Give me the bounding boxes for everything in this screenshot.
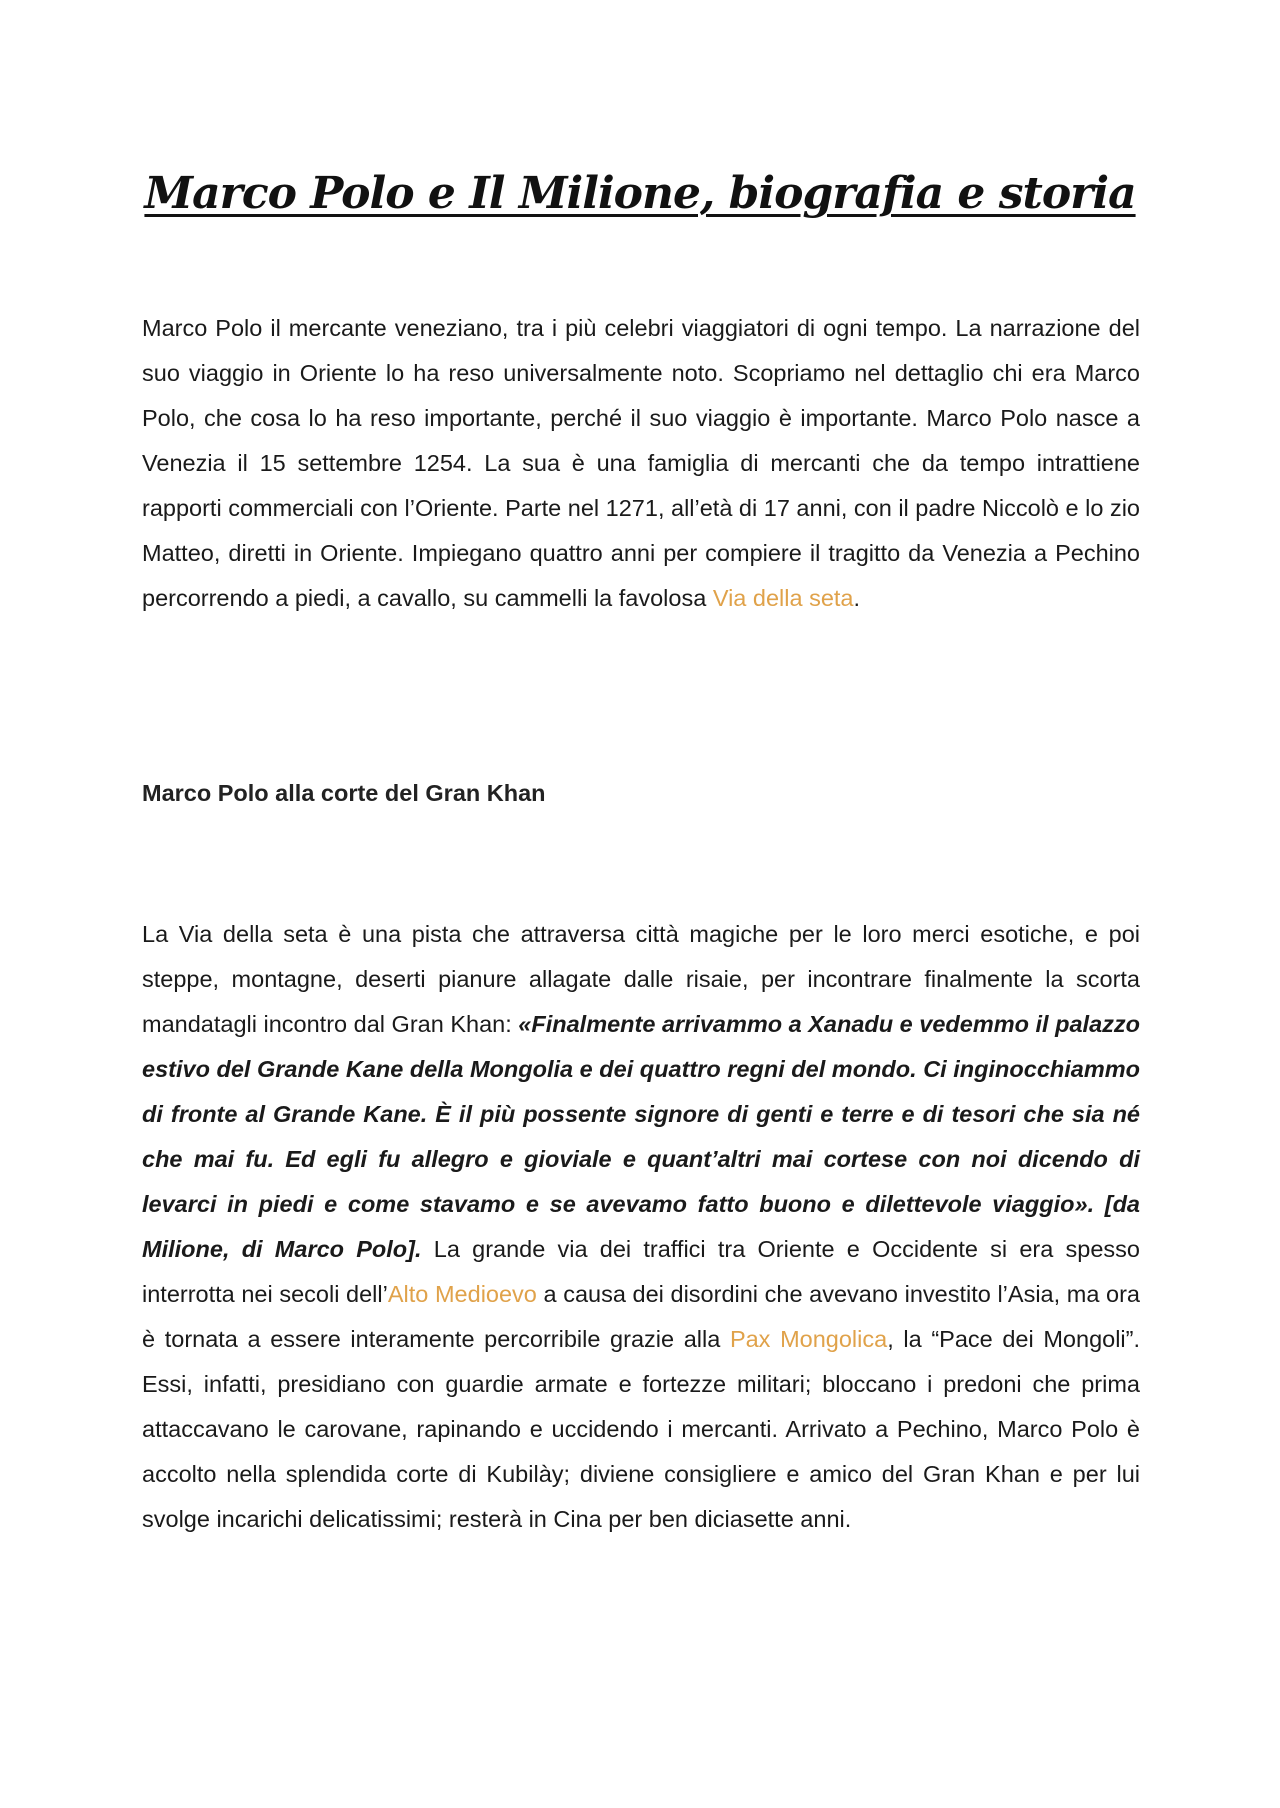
pax-mongolica-link[interactable]: Pax Mongolica — [729, 1326, 888, 1352]
gran-khan-paragraph — [142, 912, 1140, 1542]
gran-khan-text-c: , la “Pace dei Mongoli”. Essi, infatti, presidiano con guardie armate e fortezze militari; bloccano i predoni che prima attaccavano le carovane, rapinando e uccidendo i mercanti. Arrivato a Pechino, Marco Polo è accolto nella splendida corte di Kubilày; diviene consigliere e amico del Gran Khan e per lui svolge incarichi delicatissimi; resterà in Cina per ben diciasette anni. — [142, 1326, 1141, 1532]
milione-quote: «Finalmente arrivammo a Xanadu e vedemmo il palazzo estivo del Grande Kane della Mongolia e dei quattro regni del mondo. Ci inginocchiammo di fronte al Grande Kane. È il più possente signore di genti e terre e di tesori che sia né che mai fu. Ed egli fu allegro e gioviale e quant’altri mai cortese con noi dicendo di levarci in piedi e come stavamo e se avevamo fatto buono e dilettevole viaggio». [da Milione, di Marco Polo]. — [142, 1011, 1140, 1262]
via-della-seta-link[interactable]: Via della seta — [712, 585, 854, 611]
gran-khan-text-b: a causa dei disordini che avevano investito l’Asia, ma ora è tornata a essere interamente percorribile grazie alla — [142, 1281, 1140, 1352]
gran-khan-text-a: La grande via dei traffici tra Oriente e Occidente si era spesso interrotta nei secoli dell’ — [142, 1236, 1140, 1307]
intro-text: Marco Polo il mercante veneziano, tra i più celebri viaggiatori di ogni tempo. La narrazione del suo viaggio in Oriente lo ha reso universalmente noto. Scopriamo nel dettaglio chi era Marco Polo, che cosa lo ha reso importante, perché il suo viaggio è importante. Marco Polo nasce a Venezia il 15 settembre 1254. La sua è una famiglia di mercanti che da tempo intrattiene rapporti commerciali con l’Oriente. Parte nel 1271, all’età di 17 anni, con il padre Niccolò e lo zio Matteo, diretti in Oriente. Impiegano quattro anni per compiere il tragitto da Venezia a Pechino percorrendo a piedi, a cavallo, su cammelli la favolosa — [142, 315, 1140, 611]
section-heading: Marco Polo alla corte del Gran Khan — [142, 780, 546, 806]
gran-khan-intro-text: La Via della seta è una pista che attraversa città magiche per le loro merci esotiche, e poi steppe, montagne, deserti pianure allagate dalle risaie, per incontrare finalmente la scorta mandatagli incontro dal Gran Khan: — [142, 921, 1140, 1037]
page-title: Marco Polo e Il Milione, biografia e storia — [144, 168, 1136, 219]
alto-medioevo-link[interactable]: Alto Medioevo — [387, 1281, 537, 1307]
intro-paragraph — [142, 306, 1140, 621]
intro-text-end: . — [853, 585, 861, 611]
